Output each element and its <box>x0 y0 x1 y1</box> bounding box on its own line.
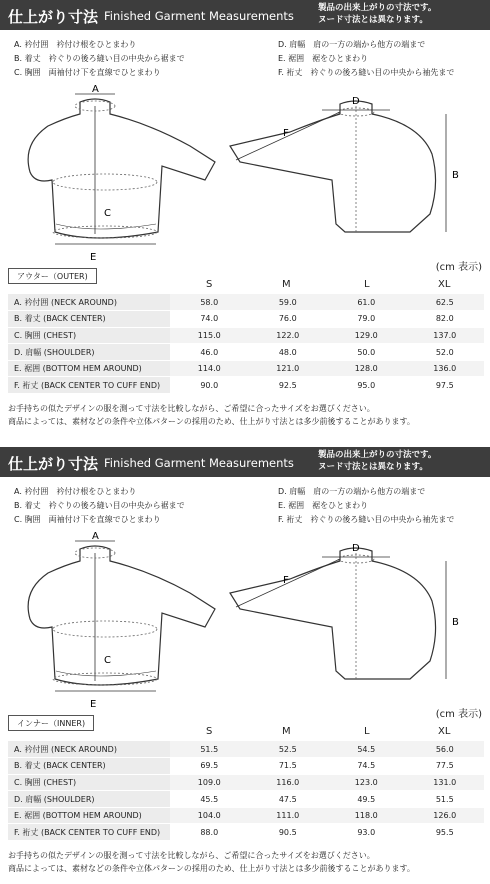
label-c: C <box>104 208 111 219</box>
cell-value: 62.5 <box>406 294 485 311</box>
table-row <box>8 807 484 824</box>
cell-value: 93.0 <box>327 824 406 841</box>
cell-value: 56.0 <box>406 741 485 758</box>
cell-value: 48.0 <box>249 344 328 361</box>
table-row <box>8 344 484 361</box>
row-label: F. 裄丈 (BACK CENTER TO CUFF END) <box>8 824 170 841</box>
row-label: F. 裄丈 (BACK CENTER TO CUFF END) <box>8 377 170 394</box>
label-a: A <box>92 531 99 542</box>
cell-value: 114.0 <box>170 360 249 377</box>
cell-value: 95.0 <box>327 377 406 394</box>
definition-f: F. 裄丈 衿ぐりの後ろ縫い目の中央から袖先まで <box>278 515 455 524</box>
header-note-line1: 製品の出来上がりの寸法です。 <box>318 3 437 13</box>
table-row <box>8 294 484 311</box>
table-row <box>8 741 484 758</box>
cell-value: 92.5 <box>249 377 328 394</box>
size-header-s: S <box>206 279 213 290</box>
cell-value: 71.5 <box>249 758 328 775</box>
cell-value: 111.0 <box>249 807 328 824</box>
footnote <box>8 402 415 428</box>
cell-value: 137.0 <box>406 327 485 344</box>
label-d: D <box>352 96 360 107</box>
definition-a: A. 衿付囲 衿付け根をひとまわり <box>14 487 137 496</box>
cell-value: 121.0 <box>249 360 328 377</box>
definitions-right <box>278 38 454 80</box>
definition-d: D. 肩幅 肩の一方の端から他方の端まで <box>278 487 426 496</box>
header-note-line2: ヌード寸法とは異なります。 <box>318 15 428 25</box>
label-e: E <box>90 699 97 710</box>
footnote-line1: お手持ちの似たデザインの服を測って寸法を比較しながら、ご希望に合ったサイズをお選びください。 <box>8 851 375 860</box>
chest-ellipse <box>53 621 157 637</box>
measurements-table <box>8 294 484 394</box>
cell-value: 51.5 <box>170 741 249 758</box>
front-jacket-outline <box>28 546 215 685</box>
title-en: Finished Garment Measurements <box>104 456 294 470</box>
cell-value: 90.0 <box>170 377 249 394</box>
cell-value: 116.0 <box>249 774 328 791</box>
size-header-xl: XL <box>438 726 451 737</box>
header-note <box>318 2 436 26</box>
header-note-line2: ヌード寸法とは異なります。 <box>318 462 428 472</box>
chest-ellipse <box>53 174 157 190</box>
cell-value: 59.0 <box>249 294 328 311</box>
cell-value: 79.0 <box>327 311 406 328</box>
footnote-line2: 商品によっては、素材などの条件や立体パターンの採用のため、仕上がり寸法とは多少前後することがあります。 <box>8 417 415 426</box>
cell-value: 51.5 <box>406 791 485 808</box>
table-row <box>8 774 484 791</box>
table-row <box>8 758 484 775</box>
definition-e: E. 裾囲 裾をひとまわり <box>278 54 369 63</box>
unit-label: (cm 表示) <box>435 262 482 273</box>
cell-value: 52.5 <box>249 741 328 758</box>
title-en: Finished Garment Measurements <box>104 9 294 23</box>
label-f: F <box>283 575 289 586</box>
cell-value: 109.0 <box>170 774 249 791</box>
definition-f: F. 裄丈 衿ぐりの後ろ縫い目の中央から袖先まで <box>278 68 455 77</box>
cell-value: 90.5 <box>249 824 328 841</box>
table-row <box>8 377 484 394</box>
definition-e: E. 裾囲 裾をひとまわり <box>278 501 369 510</box>
hem-ellipse <box>53 673 157 685</box>
cell-value: 46.0 <box>170 344 249 361</box>
title-jp: 仕上がり寸法 <box>8 455 99 473</box>
cell-value: 77.5 <box>406 758 485 775</box>
footnote <box>8 849 415 875</box>
garment-diagram <box>0 531 490 715</box>
label-a: A <box>92 84 99 95</box>
garment-diagram <box>0 84 490 268</box>
row-label: E. 裾囲 (BOTTOM HEM AROUND) <box>8 807 170 824</box>
definition-c: C. 胸囲 両袖付け下を直線でひとまわり <box>14 68 161 77</box>
size-header-s: S <box>206 726 213 737</box>
cell-value: 122.0 <box>249 327 328 344</box>
row-label: C. 胸囲 (CHEST) <box>8 774 170 791</box>
definition-a: A. 衿付囲 衿付け根をひとまわり <box>14 40 137 49</box>
cell-value: 115.0 <box>170 327 249 344</box>
size-header-l: L <box>364 726 370 737</box>
cell-value: 52.0 <box>406 344 485 361</box>
unit-label: (cm 表示) <box>435 709 482 720</box>
label-f: F <box>283 128 289 139</box>
cell-value: 76.0 <box>249 311 328 328</box>
header-note <box>318 449 436 473</box>
row-label: A. 衿付囲 (NECK AROUND) <box>8 741 170 758</box>
row-label: A. 衿付囲 (NECK AROUND) <box>8 294 170 311</box>
section-header <box>0 447 490 477</box>
cell-value: 128.0 <box>327 360 406 377</box>
title-jp: 仕上がり寸法 <box>8 8 99 26</box>
label-b: B <box>452 170 459 181</box>
cell-value: 74.0 <box>170 311 249 328</box>
size-header-m: M <box>282 279 291 290</box>
definitions-right <box>278 485 454 527</box>
cell-value: 54.5 <box>327 741 406 758</box>
front-jacket-outline <box>28 99 215 238</box>
cell-value: 61.0 <box>327 294 406 311</box>
definition-b: B. 着丈 衿ぐりの後ろ縫い目の中央から裾まで <box>14 54 185 63</box>
row-label: E. 裾囲 (BOTTOM HEM AROUND) <box>8 360 170 377</box>
size-header-xl: XL <box>438 279 451 290</box>
cell-value: 126.0 <box>406 807 485 824</box>
cell-value: 104.0 <box>170 807 249 824</box>
cell-value: 118.0 <box>327 807 406 824</box>
inner-section <box>0 447 490 884</box>
label-b: B <box>452 617 459 628</box>
cell-value: 47.5 <box>249 791 328 808</box>
definitions-left <box>14 485 185 527</box>
category-label: アウター（OUTER) <box>8 268 97 284</box>
label-e: E <box>90 252 97 263</box>
header-note-line1: 製品の出来上がりの寸法です。 <box>318 450 437 460</box>
cell-value: 45.5 <box>170 791 249 808</box>
definition-d: D. 肩幅 肩の一方の端から他方の端まで <box>278 40 426 49</box>
cell-value: 95.5 <box>406 824 485 841</box>
row-label: D. 肩幅 (SHOULDER) <box>8 344 170 361</box>
cell-value: 136.0 <box>406 360 485 377</box>
table-row <box>8 824 484 841</box>
size-header-l: L <box>364 279 370 290</box>
hem-ellipse <box>53 226 157 238</box>
back-jacket-outline <box>230 548 436 679</box>
cell-value: 58.0 <box>170 294 249 311</box>
cell-value: 131.0 <box>406 774 485 791</box>
row-label: D. 肩幅 (SHOULDER) <box>8 791 170 808</box>
cell-value: 82.0 <box>406 311 485 328</box>
outer-section <box>0 0 490 437</box>
label-c: C <box>104 655 111 666</box>
cell-value: 123.0 <box>327 774 406 791</box>
measurements-body <box>8 294 484 394</box>
footnote-line1: お手持ちの似たデザインの服を測って寸法を比較しながら、ご希望に合ったサイズをお選びください。 <box>8 404 375 413</box>
definitions-left <box>14 38 185 80</box>
cell-value: 88.0 <box>170 824 249 841</box>
measurements-body <box>8 741 484 841</box>
cell-value: 97.5 <box>406 377 485 394</box>
definition-b: B. 着丈 衿ぐりの後ろ縫い目の中央から裾まで <box>14 501 185 510</box>
label-d: D <box>352 543 360 554</box>
table-row <box>8 360 484 377</box>
measurements-table <box>8 741 484 841</box>
cell-value: 49.5 <box>327 791 406 808</box>
row-label: B. 着丈 (BACK CENTER) <box>8 758 170 775</box>
row-label: C. 胸囲 (CHEST) <box>8 327 170 344</box>
category-label: インナー（INNER) <box>8 715 94 731</box>
cell-value: 129.0 <box>327 327 406 344</box>
section-header <box>0 0 490 30</box>
size-header-m: M <box>282 726 291 737</box>
back-jacket-outline <box>230 101 436 232</box>
row-label: B. 着丈 (BACK CENTER) <box>8 311 170 328</box>
table-row <box>8 327 484 344</box>
table-row <box>8 791 484 808</box>
table-row <box>8 311 484 328</box>
cell-value: 74.5 <box>327 758 406 775</box>
cell-value: 50.0 <box>327 344 406 361</box>
footnote-line2: 商品によっては、素材などの条件や立体パターンの採用のため、仕上がり寸法とは多少前後することがあります。 <box>8 864 415 873</box>
definition-c: C. 胸囲 両袖付け下を直線でひとまわり <box>14 515 161 524</box>
cell-value: 69.5 <box>170 758 249 775</box>
